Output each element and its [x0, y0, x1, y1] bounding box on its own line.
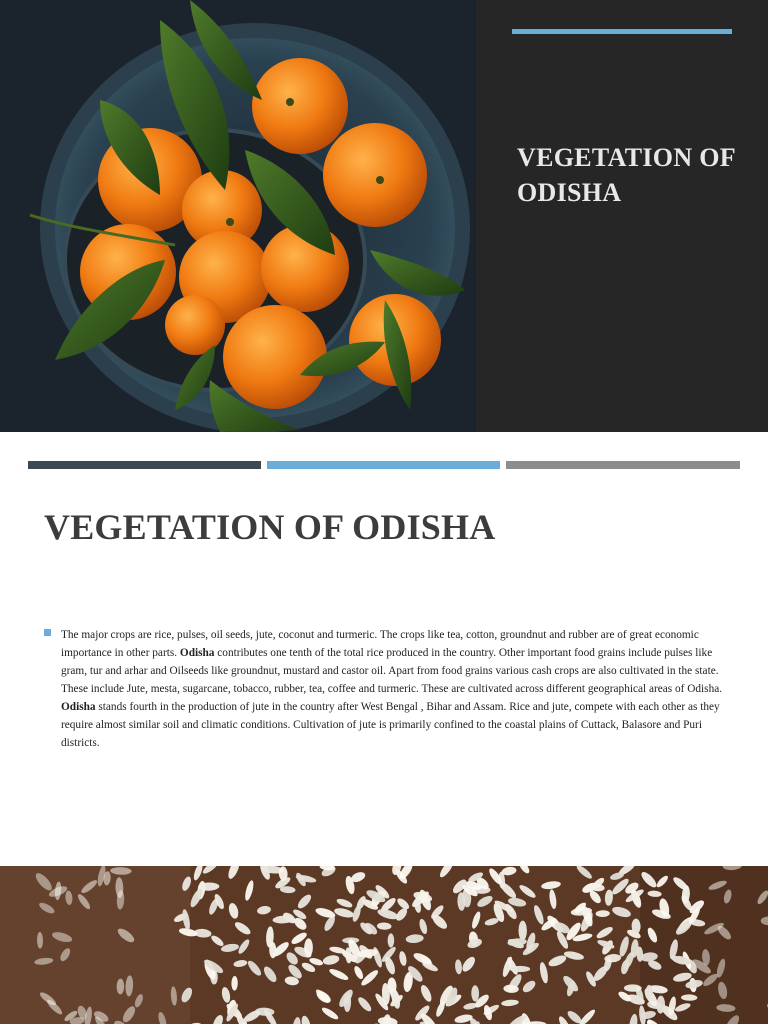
slide-1 [0, 0, 768, 432]
bold-text-run: Odisha [179, 647, 215, 659]
text-run: The major crops are rice, pulses, oil seeds, jute, coconut and turmeric. The crops like tea, cotton, groundnut and rubber are of great economic importance in other parts. [61, 629, 699, 659]
slide-2-title: VEGETATION OF ODISHA [44, 507, 496, 547]
stripe-dark [28, 461, 261, 469]
text-run: contributes one tenth of the total rice produced in the country. Other important food grains include pulses like gram, tur and arhar and Oilseeds like groundnut, mustard and castor oil. Apart from food grains various cash crops are also cultivated in the state. These include Jute, mesta, sugarcane, tobacco, rubber, tea, coffee and turmeric. These are cultivated across different geographical areas of Odisha. [61, 647, 723, 695]
bullet-list [44, 626, 728, 752]
bullet-square-icon [44, 629, 51, 636]
rice-grain [510, 966, 531, 972]
title-panel [476, 0, 768, 432]
rice-grain [388, 933, 395, 947]
slide-2 [0, 432, 768, 866]
rice-grain [519, 921, 527, 941]
bullet-paragraph [61, 626, 728, 752]
rice-grains-image [0, 866, 768, 1024]
oranges-bowl-image [0, 0, 476, 432]
text-run: stands fourth in the production of jute in the country after West Bengal , Bihar and Assam. Rice and jute, compete with each other as they require almost similar soil and climatic conditions. Cultivation of jute is primarily confined to the coastal plains of Cuttack, Balasore and Puri districts. [61, 701, 720, 749]
header-stripes [28, 461, 740, 469]
accent-bar [512, 29, 732, 34]
oranges-bowl-illustration [0, 0, 476, 432]
bold-text-run: Odisha [61, 701, 96, 713]
stripe-blue [267, 461, 500, 469]
slide-1-title: VEGETATION OF ODISHA [517, 143, 735, 207]
slide-3 [0, 866, 768, 1024]
stripe-gray [506, 461, 740, 469]
